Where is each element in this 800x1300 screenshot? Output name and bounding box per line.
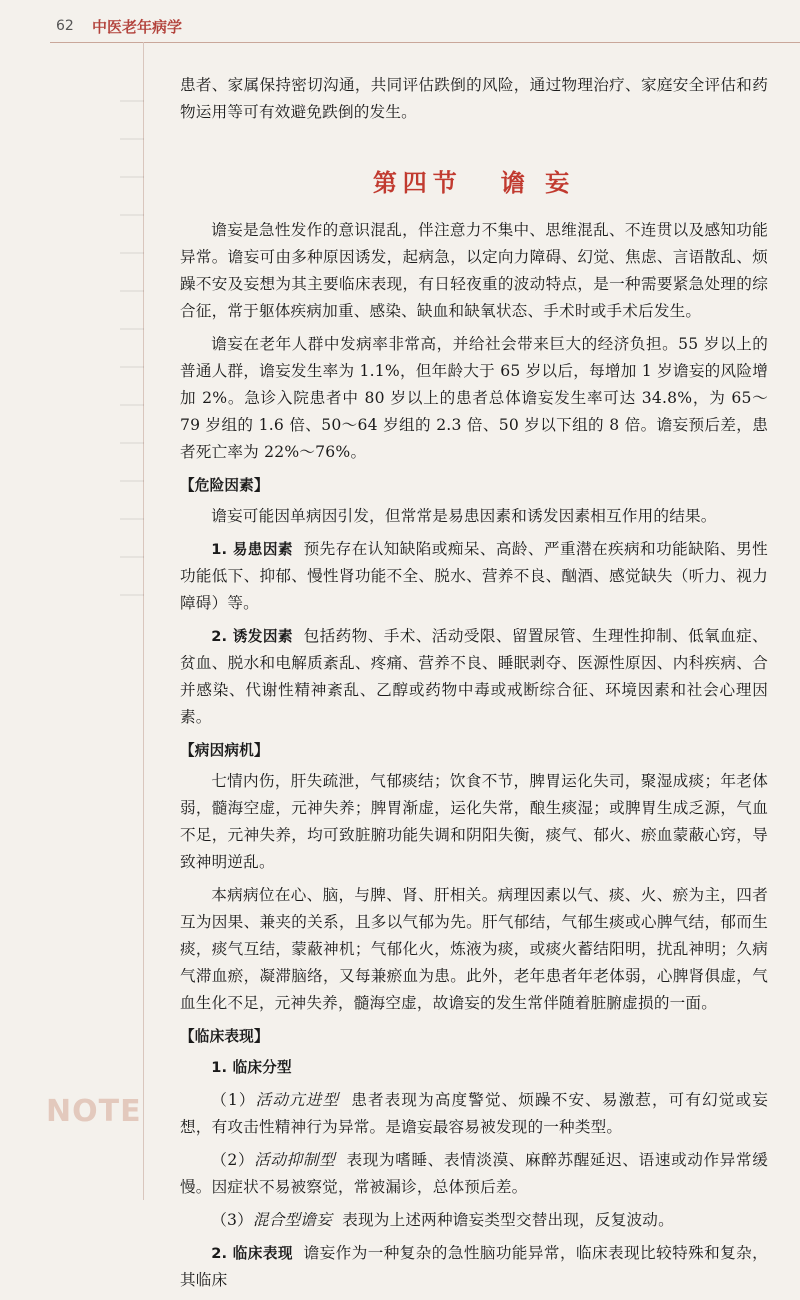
clinical-manifestation-paragraph <box>180 1240 768 1294</box>
type-text: 表现为上述两种谵妄类型交替出现，反复波动。 <box>342 1211 674 1229</box>
definition-paragraph: 谵妄是急性发作的意识混乱，伴注意力不集中、思维混乱、不连贯以及感知功能异常。谵妄可由多种原因诱发，起病急，以定向力障碍、幻觉、焦虑、言语散乱、烦躁不安及妄想为其主要临床表现，有日轻夜重的波动特点，是一种需要紧急处理的综合征，常于躯体疾病加重、感染、缺血和缺氧状态、手术时或手术后发生。 <box>180 221 768 320</box>
risk-item-predisposing <box>180 536 768 617</box>
header-rule <box>50 42 800 43</box>
pathogenesis-paragraph: 本病病位在心、脑，与脾、肾、肝相关。病理因素以气、痰、火、瘀为主，四者互为因果、兼夹的关系，且多以气郁为先。肝气郁结，气郁生痰或心脾气结，郁而生痰，痰气互结，蒙蔽神机；气郁化火，炼液为痰，或痰火蓄结阳明，扰乱神明；久病气滞血瘀，凝滞脑络，又每兼瘀血为患。此外，老年患者年老体弱，心脾肾俱虚，气血生化不足，元神失养，髓海空虚，故谵妄的发生常伴随着脏腑虚损的一面。 <box>180 886 768 1012</box>
section-topic: 谵 妄 <box>500 169 576 197</box>
type-name: 活动亢进型 <box>255 1091 340 1109</box>
pathogenesis-paragraph: 七情内伤，肝失疏泄，气郁痰结；饮食不节，脾胃运化失司，聚湿成痰；年老体弱，髓海空虚，元神失养；脾胃渐虚，运化失常，酿生痰湿；或脾胃生成乏源，气血不足，元神失养，均可致脏腑功能失调和阴阳失衡，痰气、郁火、瘀血蒙蔽心窍，导致神明逆乱。 <box>180 772 768 871</box>
type-text: 患者表现为高度警觉、烦躁不安、易激惹，可有幻觉或妄想，有攻击性精神行为异常。是谵妄最容易被发现的一种类型。 <box>180 1091 768 1136</box>
section-number: 第四节 <box>372 169 463 197</box>
type-number: （1） <box>211 1091 256 1109</box>
clinical-heading: 【临床表现】 <box>180 1028 269 1045</box>
risk-item-label: 1. 易患因素 <box>211 541 293 558</box>
note-margin-label: NOTE <box>46 1094 142 1129</box>
clinical-type-item <box>180 1087 768 1141</box>
clinical-type-item <box>180 1147 768 1201</box>
type-number: （2） <box>211 1151 255 1169</box>
risk-item-label: 2. 诱发因素 <box>211 628 293 645</box>
pathogenesis-heading: 【病因病机】 <box>180 742 269 759</box>
clinical-subheading-text: 1. 临床分型 <box>211 1059 292 1076</box>
type-name: 混合型谵妄 <box>252 1211 332 1229</box>
page-number: 62 <box>56 18 74 34</box>
page-body <box>180 72 768 1300</box>
type-text: 表现为嗜睡、表情淡漠、麻醉苏醒延迟、语速或动作异常缓慢。因症状不易被察觉，常被漏诊，总体预后差。 <box>180 1151 768 1196</box>
risk-item-precipitating <box>180 623 768 731</box>
type-name: 活动抑制型 <box>254 1151 336 1169</box>
type-number: （3） <box>211 1211 253 1229</box>
clinical-subheading-text: 2. 临床表现 <box>211 1245 293 1262</box>
risk-heading: 【危险因素】 <box>180 477 269 494</box>
epidemiology-paragraph: 谵妄在老年人群中发病率非常高，并给社会带来巨大的经济负担。55 岁以上的普通人群，谵妄发生率为 1.1%，但年龄大于 65 岁以后，每增加 1 岁谵妄的风险增加 2%。急诊入院患者中 80 岁以上的患者总体谵妄发生率可达 34.8%，为 65～79 岁组的 1.6 倍、50～64 岁组的 2.3 倍、50 岁以下组的 8 倍。谵妄预后差，患者死亡率为 22%～76%。 <box>180 335 768 461</box>
clinical-manifestation-text: 谵妄作为一种复杂的急性脑功能异常，临床表现比较特殊和复杂，其临床 <box>180 1244 768 1289</box>
bleed-through-shadow <box>120 100 144 620</box>
section-title <box>180 170 768 197</box>
risk-item-text: 包括药物、手术、活动受限、留置尿管、生理性抑制、低氧血症、贫血、脱水和电解质紊乱、疼痛、营养不良、睡眠剥夺、医源性原因、内科疾病、合并感染、代谢性精神紊乱、乙醇或药物中毒或戒断综合征、环境因素和社会心理因素。 <box>180 627 768 726</box>
risk-item-text: 预先存在认知缺陷或痴呆、高龄、严重潜在疾病和功能缺陷、男性功能低下、抑郁、慢性肾功能不全、脱水、营养不良、酗酒、感觉缺失（听力、视力障碍）等。 <box>180 540 768 612</box>
risk-intro: 谵妄可能因单病因引发，但常常是易患因素和诱发因素相互作用的结果。 <box>211 507 717 525</box>
intro-paragraph: 患者、家属保持密切沟通，共同评估跌倒的风险，通过物理治疗、家庭安全评估和药物运用等可有效避免跌倒的发生。 <box>180 76 768 121</box>
book-title: 中医老年病学 <box>92 18 183 36</box>
page-header <box>0 0 800 44</box>
clinical-subheading <box>180 1054 768 1081</box>
clinical-type-item <box>180 1207 768 1234</box>
